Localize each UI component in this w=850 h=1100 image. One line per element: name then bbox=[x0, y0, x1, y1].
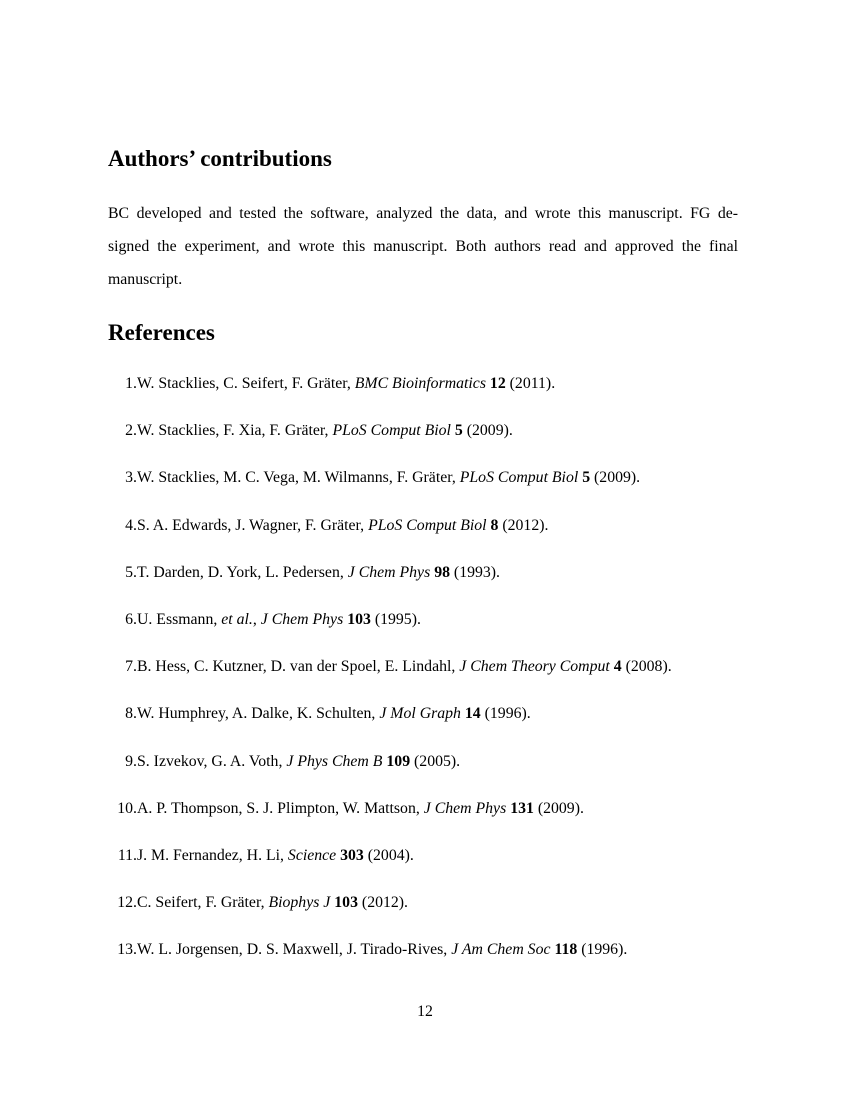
reference-number: 11. bbox=[117, 846, 137, 864]
reference-year: (2005). bbox=[410, 752, 461, 770]
reference-journal: J Am Chem Soc bbox=[451, 941, 551, 959]
reference-volume: 109 bbox=[386, 752, 411, 770]
reference-authors: U. Essmann, bbox=[137, 610, 222, 628]
contributions-line: manuscript. bbox=[108, 271, 183, 288]
reference-journal: Science bbox=[287, 846, 337, 864]
reference-item bbox=[108, 751, 758, 798]
reference-year: (2012). bbox=[357, 894, 408, 912]
reference-number: 8. bbox=[125, 705, 137, 723]
reference-volume: 5 bbox=[582, 469, 591, 487]
reference-year: (2008). bbox=[621, 658, 672, 676]
reference-text bbox=[137, 845, 414, 867]
reference-text bbox=[137, 939, 627, 961]
reference-item bbox=[108, 515, 758, 562]
reference-journal: J Mol Graph bbox=[379, 705, 461, 723]
reference-text bbox=[137, 703, 531, 725]
reference-number: 12. bbox=[117, 894, 137, 912]
reference-journal: PLoS Comput Biol bbox=[332, 422, 451, 440]
reference-year: (2004). bbox=[363, 846, 414, 864]
reference-number: 6. bbox=[125, 610, 137, 628]
reference-list bbox=[108, 373, 758, 986]
reference-authors: A. P. Thompson, S. J. Plimpton, W. Mattson, bbox=[137, 799, 424, 817]
reference-text bbox=[137, 562, 500, 584]
reference-authors: W. Stacklies, F. Xia, F. Gräter, bbox=[137, 422, 333, 440]
reference-text bbox=[137, 751, 460, 773]
reference-number: 4. bbox=[125, 516, 137, 534]
reference-year: (2009). bbox=[462, 422, 513, 440]
reference-authors: B. Hess, C. Kutzner, D. van der Spoel, E. Lindahl, bbox=[137, 658, 460, 676]
reference-authors: C. Seifert, F. Gräter, bbox=[137, 894, 269, 912]
reference-authors: W. L. Jorgensen, D. S. Maxwell, J. Tirado-Rives, bbox=[137, 941, 452, 959]
reference-number: 7. bbox=[125, 658, 137, 676]
reference-authors: W. Humphrey, A. Dalke, K. Schulten, bbox=[137, 705, 380, 723]
reference-text bbox=[137, 656, 672, 678]
contributions-line: signed the experiment, and wrote this manuscript. Both authors read and approved the final bbox=[108, 238, 738, 255]
reference-number: 9. bbox=[125, 752, 137, 770]
reference-volume: 12 bbox=[489, 375, 506, 392]
reference-journal: J Chem Phys bbox=[260, 610, 344, 628]
reference-journal: BMC Bioinformatics bbox=[354, 375, 486, 392]
reference-item bbox=[108, 656, 758, 703]
reference-year: (1995). bbox=[370, 610, 421, 628]
reference-text bbox=[137, 420, 513, 442]
reference-year: (1996). bbox=[480, 705, 531, 723]
reference-year: (1993). bbox=[449, 563, 500, 581]
page-number: 12 bbox=[417, 1003, 433, 1020]
reference-journal: J Phys Chem B bbox=[286, 752, 383, 770]
reference-text bbox=[137, 467, 640, 489]
reference-number: 5. bbox=[125, 563, 137, 581]
reference-authors: W. Stacklies, C. Seifert, F. Gräter, bbox=[137, 375, 355, 392]
reference-journal: J Chem Phys bbox=[347, 563, 431, 581]
reference-volume: 103 bbox=[334, 894, 358, 912]
reference-authors: T. Darden, D. York, L. Pedersen, bbox=[137, 563, 348, 581]
reference-number: 1. bbox=[125, 375, 137, 392]
reference-volume: 14 bbox=[464, 705, 481, 723]
reference-item bbox=[108, 845, 758, 892]
reference-volume: 103 bbox=[347, 610, 371, 628]
reference-text bbox=[137, 892, 408, 914]
reference-year: (1996). bbox=[577, 941, 628, 959]
reference-authors: S. A. Edwards, J. Wagner, F. Gräter, bbox=[137, 516, 369, 534]
section-heading-references: References bbox=[108, 320, 215, 345]
reference-year: (2009). bbox=[533, 799, 584, 817]
reference-volume: 98 bbox=[434, 563, 450, 581]
reference-item bbox=[108, 467, 758, 514]
contributions-paragraph bbox=[108, 197, 738, 296]
reference-text bbox=[137, 515, 548, 537]
reference-volume: 118 bbox=[554, 941, 578, 959]
contributions-line: BC developed and tested the software, analyzed the data, and wrote this manuscript. FG de- bbox=[108, 205, 738, 222]
reference-volume: 5 bbox=[454, 422, 463, 440]
reference-journal: J Chem Theory Comput bbox=[459, 658, 610, 676]
reference-text bbox=[137, 609, 421, 631]
reference-volume: 4 bbox=[613, 658, 622, 676]
reference-journal: J Chem Phys bbox=[423, 799, 507, 817]
reference-volume: 131 bbox=[510, 799, 534, 817]
reference-item bbox=[108, 609, 758, 656]
reference-volume: 8 bbox=[490, 516, 499, 534]
reference-journal: PLoS Comput Biol bbox=[459, 469, 579, 487]
reference-number: 13. bbox=[117, 941, 137, 959]
reference-journal: PLoS Comput Biol bbox=[368, 516, 487, 534]
reference-volume: 303 bbox=[340, 846, 364, 864]
reference-number: 3. bbox=[125, 469, 137, 487]
reference-authors: W. Stacklies, M. C. Vega, M. Wilmanns, F. Gräter, bbox=[137, 469, 460, 487]
section-heading-contributions: Authors’ contributions bbox=[108, 146, 332, 171]
reference-item bbox=[108, 798, 758, 845]
reference-separator: , bbox=[252, 610, 261, 628]
reference-authors: S. Izvekov, G. A. Voth, bbox=[137, 752, 287, 770]
reference-authors: J. M. Fernandez, H. Li, bbox=[137, 846, 288, 864]
reference-text bbox=[137, 798, 584, 820]
reference-text bbox=[137, 373, 555, 395]
reference-journal: Biophys J bbox=[268, 894, 331, 912]
reference-year: (2009). bbox=[590, 469, 641, 487]
reference-item bbox=[108, 892, 758, 939]
reference-etal: et al. bbox=[221, 610, 253, 628]
reference-item bbox=[108, 939, 758, 986]
reference-number: 10. bbox=[117, 799, 137, 817]
reference-item bbox=[108, 373, 758, 420]
reference-number: 2. bbox=[125, 422, 137, 440]
reference-item bbox=[108, 562, 758, 609]
reference-year: (2011). bbox=[505, 375, 556, 392]
reference-item bbox=[108, 420, 758, 467]
reference-year: (2012). bbox=[498, 516, 549, 534]
reference-item bbox=[108, 703, 758, 750]
